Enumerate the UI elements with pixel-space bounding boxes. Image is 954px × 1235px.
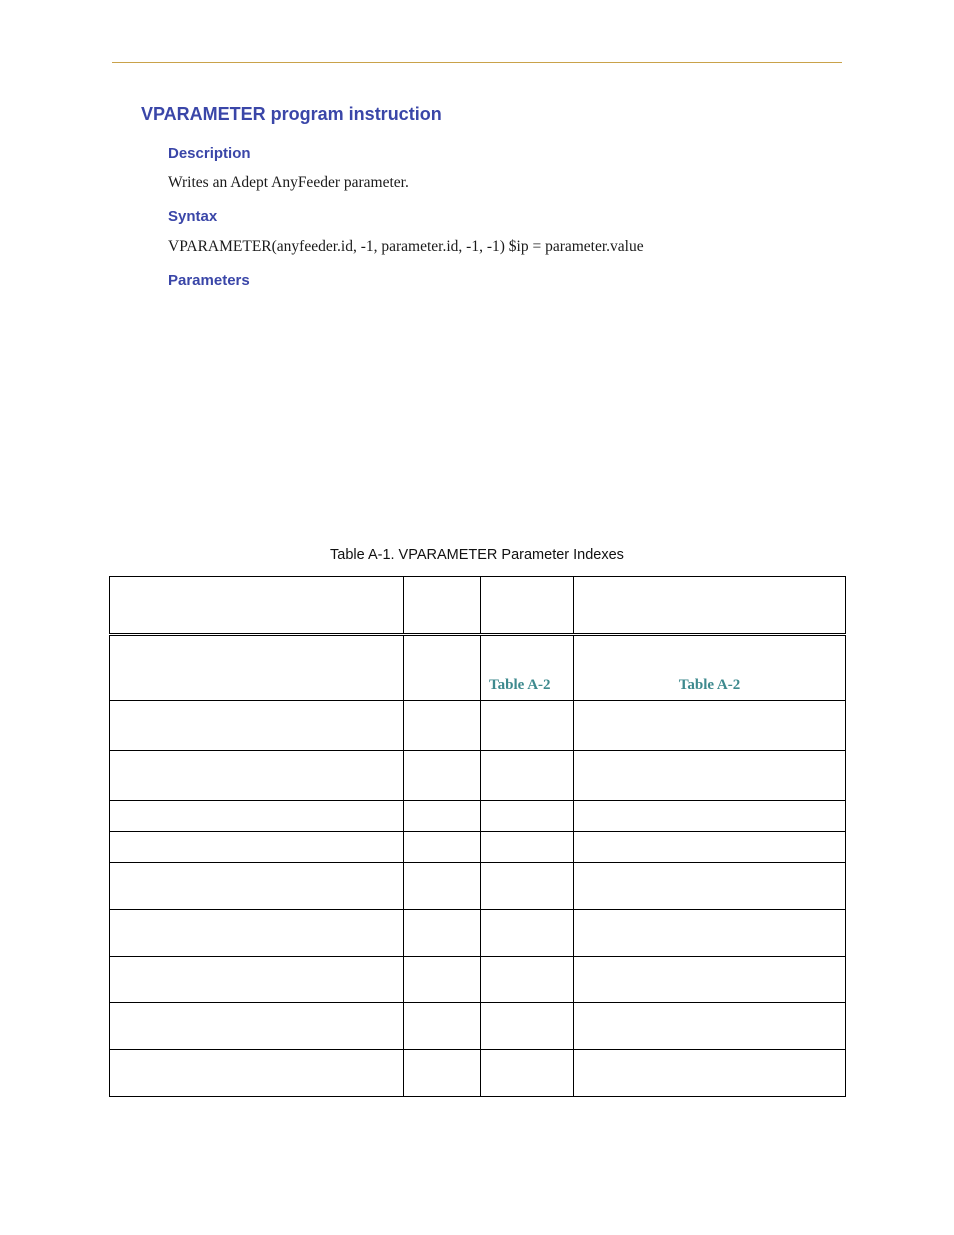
parameter-index-table: [109, 576, 846, 1097]
table-header-row: [110, 577, 846, 635]
section-title: VPARAMETER program instruction: [141, 104, 442, 124]
table-cell: [404, 910, 481, 957]
table-cell: [110, 832, 404, 863]
table-row: [110, 957, 846, 1003]
table-cell: [574, 863, 846, 910]
table-cell: [574, 910, 846, 957]
table-cell: [404, 701, 481, 751]
table-cell: [404, 751, 481, 801]
table-header-cell: [481, 577, 574, 635]
table-cell: [481, 957, 574, 1003]
description-text: Writes an Adept AnyFeeder parameter.: [168, 174, 409, 191]
parameters-heading: Parameters: [168, 272, 250, 289]
table-header-cell: [574, 577, 846, 635]
table-header-cell: [404, 577, 481, 635]
table-row: [110, 701, 846, 751]
table-cell: [574, 957, 846, 1003]
table-cell: [404, 863, 481, 910]
table-cell: [404, 801, 481, 832]
table-cell: [110, 1050, 404, 1097]
table-cell: [110, 801, 404, 832]
table-row: [110, 751, 846, 801]
table-cell: [404, 635, 481, 701]
table-row: [110, 863, 846, 910]
table-caption: Table A-1. VPARAMETER Parameter Indexes: [330, 547, 624, 563]
description-heading: Description: [168, 145, 251, 162]
table-row: [110, 801, 846, 832]
table-cell: [404, 957, 481, 1003]
header-rule: [112, 62, 842, 63]
table-cell: [574, 751, 846, 801]
table-cell: [110, 701, 404, 751]
table-cell: [110, 635, 404, 701]
table-cell: [481, 1003, 574, 1050]
table-cell: [481, 1050, 574, 1097]
table-cell: [404, 1003, 481, 1050]
table-a2-link[interactable]: Table A-2: [574, 635, 846, 701]
table-cell: [574, 701, 846, 751]
syntax-text: VPARAMETER(anyfeeder.id, -1, parameter.id, -1, -1) $ip = parameter.value: [168, 238, 644, 255]
table-cell: [574, 801, 846, 832]
table-cell: [110, 751, 404, 801]
table-cell: [404, 832, 481, 863]
table-a2-link[interactable]: Table A-2: [481, 635, 574, 701]
table-cell: [110, 863, 404, 910]
table-cell: [481, 863, 574, 910]
table-row: [110, 910, 846, 957]
table-cell: [481, 751, 574, 801]
table-row: [110, 832, 846, 863]
table-row: [110, 635, 846, 701]
table-cell: [110, 910, 404, 957]
table-cell: [110, 1003, 404, 1050]
table-header-cell: [110, 577, 404, 635]
table-cell: [404, 1050, 481, 1097]
table-cell: [110, 957, 404, 1003]
table-cell: [481, 910, 574, 957]
table-row: [110, 1003, 846, 1050]
table-cell: [574, 1050, 846, 1097]
syntax-heading: Syntax: [168, 208, 218, 225]
table-cell: [574, 832, 846, 863]
table-cell: [481, 701, 574, 751]
table-cell: [481, 832, 574, 863]
table-row: [110, 1050, 846, 1097]
table-cell: [481, 801, 574, 832]
table-cell: [574, 1003, 846, 1050]
